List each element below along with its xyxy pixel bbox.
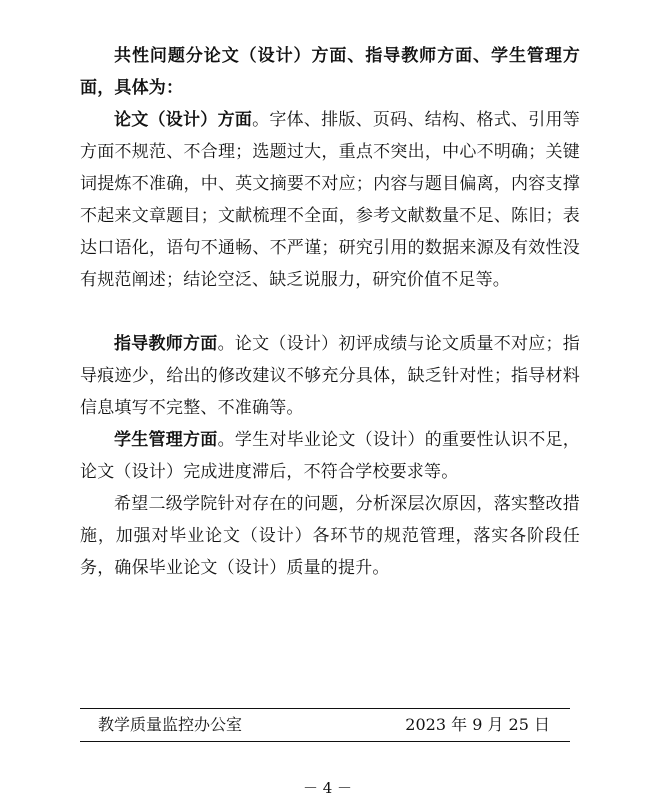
advisor-issues-text: 。论文（设计）初评成绩与论文质量不对应；指导痕迹少，给出的修改建议不够充分具体，缺乏针对性；指导材料信息填写不完整、不准确等。 <box>80 334 581 418</box>
closing-paragraph: 希望二级学院针对存在的问题，分析深层次原因，落实整改措施，加强对毕业论文（设计）各环节的规范管理，落实各阶段任务，确保毕业论文（设计）质量的提升。 <box>80 494 580 578</box>
student-management-paragraph <box>80 424 580 488</box>
page-number: － 4 － <box>302 779 353 797</box>
thesis-issues-heading: 论文（设计）方面 <box>114 110 253 130</box>
issuing-office: 教学质量监控办公室 <box>98 715 243 734</box>
advisor-issues-heading: 指导教师方面 <box>114 334 218 354</box>
thesis-issues-paragraph <box>80 104 580 296</box>
student-management-text: 。学生对毕业论文（设计）的重要性认识不足，论文（设计）完成进度滞后，不符合学校要求等。 <box>80 430 581 482</box>
advisor-issues-paragraph <box>80 328 580 424</box>
thesis-issues-text: 。字体、排版、页码、结构、格式、引用等方面不规范、不合理；选题过大，重点不突出，中心不明确；关键词提炼不准确，中、英文摘要不对应；内容与题目偏离，内容支撑不起来文章题目；文献梳理不全面，参考文献数量不足、陈旧；表达口语化，语句不通畅、不严谨；研究引用的数据来源及有效性没有规范阐述；结论空泛、缺乏说服力，研究价值不足等。 <box>80 110 580 290</box>
footer-top-rule <box>80 708 570 709</box>
footer-bottom-rule <box>80 741 570 742</box>
intro-paragraph: 共性问题分论文（设计）方面、指导教师方面、学生管理方面，具体为： <box>80 46 580 98</box>
student-management-heading: 学生管理方面 <box>114 430 218 450</box>
issue-date: 2023 年 9 月 25 日 <box>405 715 550 734</box>
